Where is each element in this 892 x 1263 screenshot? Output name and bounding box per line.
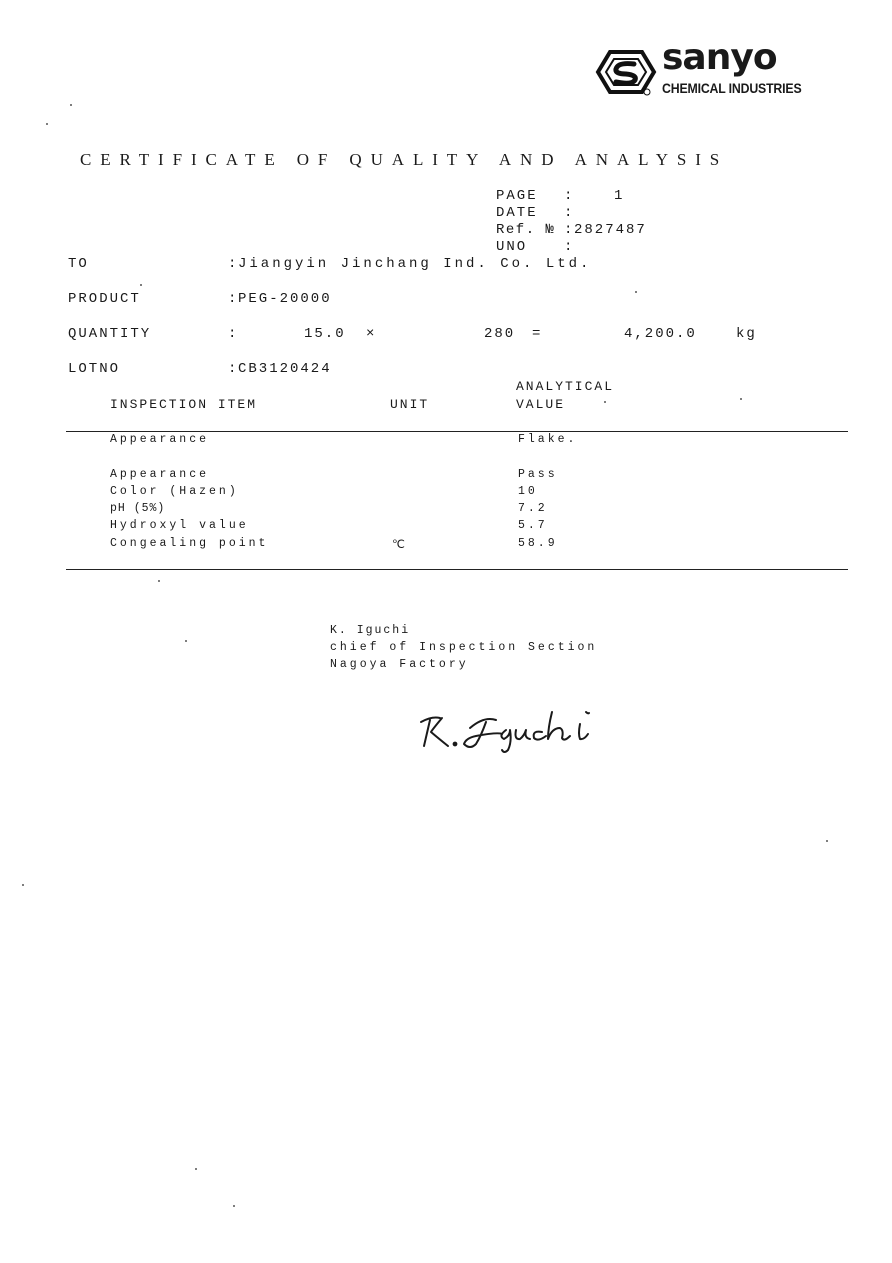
- scan-speck: [604, 401, 606, 403]
- page-colon: :: [564, 188, 575, 204]
- scan-speck: [195, 1168, 197, 1170]
- table-row-value: Flake.: [518, 433, 578, 446]
- document-title: CERTIFICATE OF QUALITY AND ANALYSIS: [80, 150, 729, 169]
- quantity-a: 15.0: [304, 326, 346, 342]
- table-row-item: pH (5%): [110, 502, 166, 515]
- lot-value: CB3120424: [238, 361, 332, 377]
- handwritten-signature: [418, 706, 603, 754]
- table-row-item: Appearance: [110, 433, 210, 446]
- table-row-value: Pass: [518, 468, 558, 481]
- table-row-value: 5.7: [518, 519, 548, 532]
- scan-speck: [826, 840, 828, 842]
- scan-speck: [158, 580, 160, 582]
- ref-colon: :: [564, 222, 575, 238]
- table-row-item: Appearance: [110, 468, 210, 481]
- table-row-unit: ℃: [392, 539, 408, 552]
- scan-speck: [46, 123, 48, 125]
- to-colon: :: [228, 256, 239, 272]
- table-row-value: 58.9: [518, 537, 558, 550]
- lot-colon: :: [228, 361, 239, 377]
- lot-label: LOTNO: [68, 361, 121, 377]
- table-row-item: Color (Hazen): [110, 485, 239, 498]
- quantity-equals: =: [532, 326, 543, 342]
- signatory-position: chief of Inspection Section: [330, 641, 598, 654]
- scan-speck: [140, 284, 142, 286]
- scan-speck: [22, 884, 24, 886]
- col-unit: UNIT: [390, 397, 430, 412]
- col-value-line1: ANALYTICAL: [516, 379, 615, 394]
- to-label: TO: [68, 256, 89, 272]
- quantity-label: QUANTITY: [68, 326, 152, 342]
- table-bottom-rule: [66, 569, 848, 570]
- page-label: PAGE: [496, 188, 538, 204]
- quantity-total: 4,200.0: [624, 326, 697, 342]
- logo-brand: sanyo: [662, 37, 777, 78]
- col-value-line2: VALUE: [516, 397, 566, 412]
- table-row-value: 10: [518, 485, 538, 498]
- quantity-colon: :: [228, 326, 239, 342]
- signatory-name: K. Iguchi: [330, 624, 411, 637]
- scan-speck: [635, 291, 637, 293]
- ref-label: Ref. №: [496, 222, 556, 238]
- table-row-item: Congealing point: [110, 537, 269, 550]
- scan-speck: [70, 104, 72, 106]
- uno-label: UNO: [496, 239, 528, 255]
- date-label: DATE: [496, 205, 538, 221]
- table-top-rule: [66, 431, 848, 432]
- page-value: 1: [614, 188, 625, 204]
- table-row-value: 7.2: [518, 502, 548, 515]
- quantity-b: 280: [484, 326, 516, 342]
- table-row-item: Hydroxyl value: [110, 519, 249, 532]
- ref-value: 2827487: [574, 222, 647, 238]
- date-colon: :: [564, 205, 575, 221]
- logo-subtitle: CHEMICAL INDUSTRIES: [662, 80, 802, 96]
- product-value: PEG-20000: [238, 291, 332, 307]
- quantity-multiply: ×: [366, 326, 377, 342]
- product-colon: :: [228, 291, 239, 307]
- signatory-location: Nagoya Factory: [330, 658, 469, 671]
- scan-speck: [185, 640, 187, 642]
- col-item: INSPECTION ITEM: [110, 397, 258, 412]
- uno-colon: :: [564, 239, 575, 255]
- to-value: Jiangyin Jinchang Ind. Co. Ltd.: [238, 256, 592, 272]
- scan-speck: [233, 1205, 235, 1207]
- quantity-unit: kg: [736, 326, 757, 342]
- product-label: PRODUCT: [68, 291, 141, 307]
- scan-speck: [740, 398, 742, 400]
